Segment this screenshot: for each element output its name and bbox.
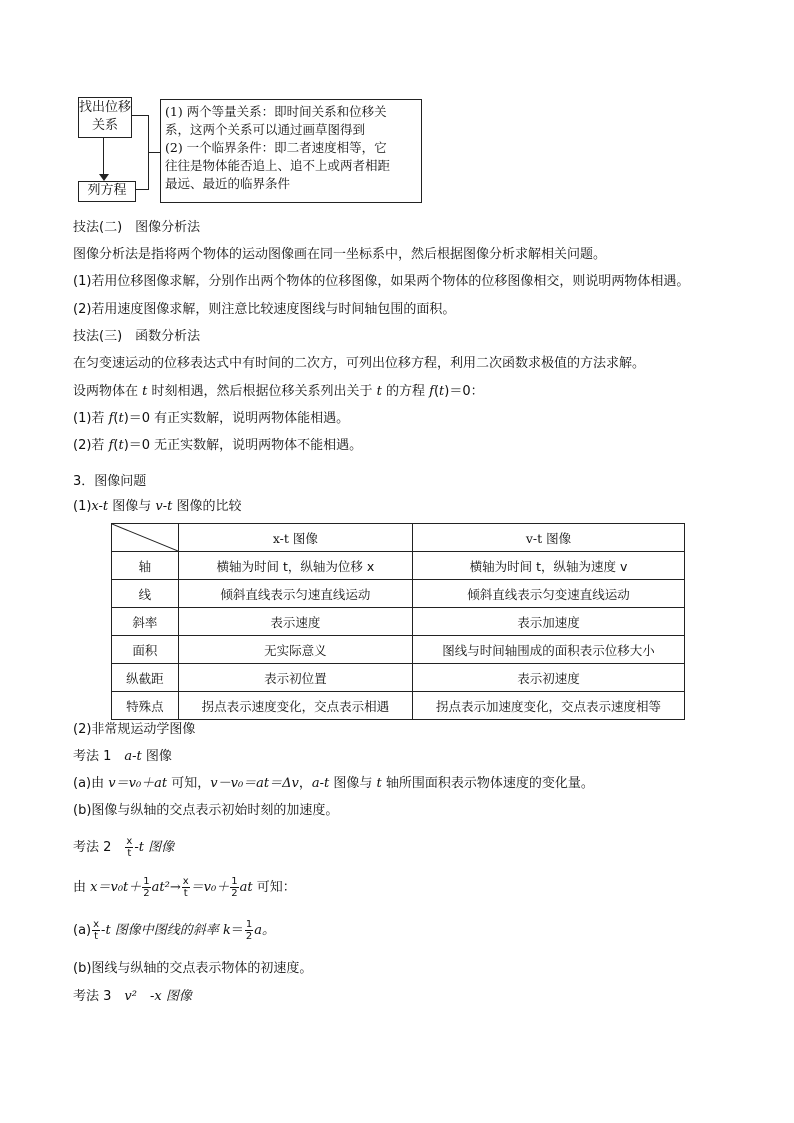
method-paragraph: (b)图线与纵轴的交点表示物体的初速度。 bbox=[73, 961, 313, 976]
table-cell: 表示加速度 bbox=[412, 608, 684, 636]
method-paragraph: (a)由 v＝v₀＋at 可知，v－v₀＝at＝Δv，a-t 图像与 t 轴所围面积表示物体速度的变化量。 bbox=[73, 776, 594, 791]
flow-box-equation-text: 列方程 bbox=[87, 183, 127, 198]
flow-bracket-top bbox=[131, 115, 148, 116]
table-cell: 表示速度 bbox=[178, 608, 412, 636]
table-cell: 横轴为时间 t，纵轴为速度 v bbox=[412, 552, 684, 580]
table-cell: 倾斜直线表示匀变速直线运动 bbox=[412, 580, 684, 608]
table-cell: 拐点表示速度变化，交点表示相遇 bbox=[178, 692, 412, 720]
method3-paragraph: (1)若 f(t)＝0 有正实数解，说明两物体能相遇。 bbox=[73, 411, 350, 426]
flow-bracket-bottom bbox=[135, 189, 148, 190]
table-cell: 倾斜直线表示匀速直线运动 bbox=[178, 580, 412, 608]
table-header-cell: v-t 图像 bbox=[412, 524, 684, 552]
table-cell: 表示初速度 bbox=[412, 664, 684, 692]
method-paragraph: (a) $\frac{x}{t}$ -t 图像中图线的斜率 k＝ $\frac{1}{2}$ a。 bbox=[73, 919, 275, 942]
flow-note-line: (1) 两个等量关系：即时间关系和位移关 bbox=[165, 104, 387, 119]
table-row bbox=[112, 608, 685, 636]
method-equation: 由 x＝v₀t＋ $\frac{1}{2}$ at²→ $\frac{x}{t}$ ＝v₀＋ $\frac{1}{2}$ at 可知： bbox=[73, 876, 296, 899]
table-cell: 轴 bbox=[112, 552, 179, 580]
table-header-cell: x-t 图像 bbox=[178, 524, 412, 552]
table-row bbox=[112, 580, 685, 608]
table-row bbox=[112, 664, 685, 692]
flow-note-line: 最远、最近的临界条件 bbox=[165, 176, 291, 191]
flow-note-box bbox=[160, 99, 422, 203]
method3-paragraph: 设两物体在 t 时刻相遇，然后根据位移关系列出关于 t 的方程 f(t)＝0： bbox=[73, 384, 484, 399]
method3-title: 技法(三) 函数分析法 bbox=[73, 329, 201, 344]
method-heading: 考法 2 $\frac{x}{t}$ -t 图像 bbox=[73, 836, 175, 859]
method3-paragraph: (2)若 f(t)＝0 无正实数解，说明两物体不能相遇。 bbox=[73, 438, 363, 453]
flow-box-equation bbox=[78, 181, 136, 202]
method2-paragraph: (1)若用位移图像求解，分别作出两个物体的位移图像，如果两个物体的位移图像相交，则说明两物体相遇。 bbox=[73, 274, 690, 289]
table-cell: 无实际意义 bbox=[178, 636, 412, 664]
section-subtitle: (1)x-t 图像与 v-t 图像的比较 bbox=[73, 499, 242, 514]
table-cell: 面积 bbox=[112, 636, 179, 664]
table-corner-cell bbox=[112, 524, 179, 552]
table-cell: 横轴为时间 t，纵轴为位移 x bbox=[178, 552, 412, 580]
table-cell: 特殊点 bbox=[112, 692, 179, 720]
method3-paragraph: 在匀变速运动的位移表达式中有时间的二次方，可列出位移方程，利用二次函数求极值的方法求解。 bbox=[73, 356, 646, 371]
flow-note-line: 往往是物体能否追上、追不上或两者相距 bbox=[165, 158, 391, 173]
table-cell: 斜率 bbox=[112, 608, 179, 636]
method2-title: 技法(二) 图像分析法 bbox=[73, 220, 201, 235]
diagonal-line bbox=[112, 524, 178, 551]
table-header-row bbox=[112, 524, 685, 552]
method-paragraph: (b)图像与纵轴的交点表示初始时刻的加速度。 bbox=[73, 803, 339, 818]
flow-note-line: 系，这两个关系可以通过画草图得到 bbox=[165, 122, 366, 137]
method2-paragraph: 图像分析法是指将两个物体的运动图像画在同一坐标系中，然后根据图像分析求解相关问题。 bbox=[73, 247, 607, 262]
method-heading: 考法 3 v² -x 图像 bbox=[73, 989, 192, 1004]
flow-note-line: (2) 一个临界条件：即二者速度相等，它 bbox=[165, 140, 387, 155]
flow-arrow-head-icon bbox=[99, 174, 109, 181]
table-row bbox=[112, 552, 685, 580]
method-heading: 考法 1 a-t 图像 bbox=[73, 749, 172, 764]
table-row bbox=[112, 636, 685, 664]
table-row bbox=[112, 692, 685, 720]
table-cell: 表示初位置 bbox=[178, 664, 412, 692]
flow-bracket-mid bbox=[148, 152, 160, 153]
table-cell: 拐点表示加速度变化，交点表示速度相等 bbox=[412, 692, 684, 720]
section-title: 3．图像问题 bbox=[73, 474, 147, 489]
flow-box-find-displacement-text: 找出位移关系 bbox=[79, 100, 132, 133]
table-cell: 图线与时间轴围成的面积表示位移大小 bbox=[412, 636, 684, 664]
comparison-table bbox=[111, 523, 685, 720]
flow-arrow-down bbox=[103, 137, 104, 177]
table-cell: 纵截距 bbox=[112, 664, 179, 692]
table-cell: 线 bbox=[112, 580, 179, 608]
flow-box-find-displacement bbox=[78, 97, 132, 138]
method2-paragraph: (2)若用速度图像求解，则注意比较速度图线与时间轴包围的面积。 bbox=[73, 302, 456, 317]
section-subtitle: (2)非常规运动学图像 bbox=[73, 722, 196, 737]
